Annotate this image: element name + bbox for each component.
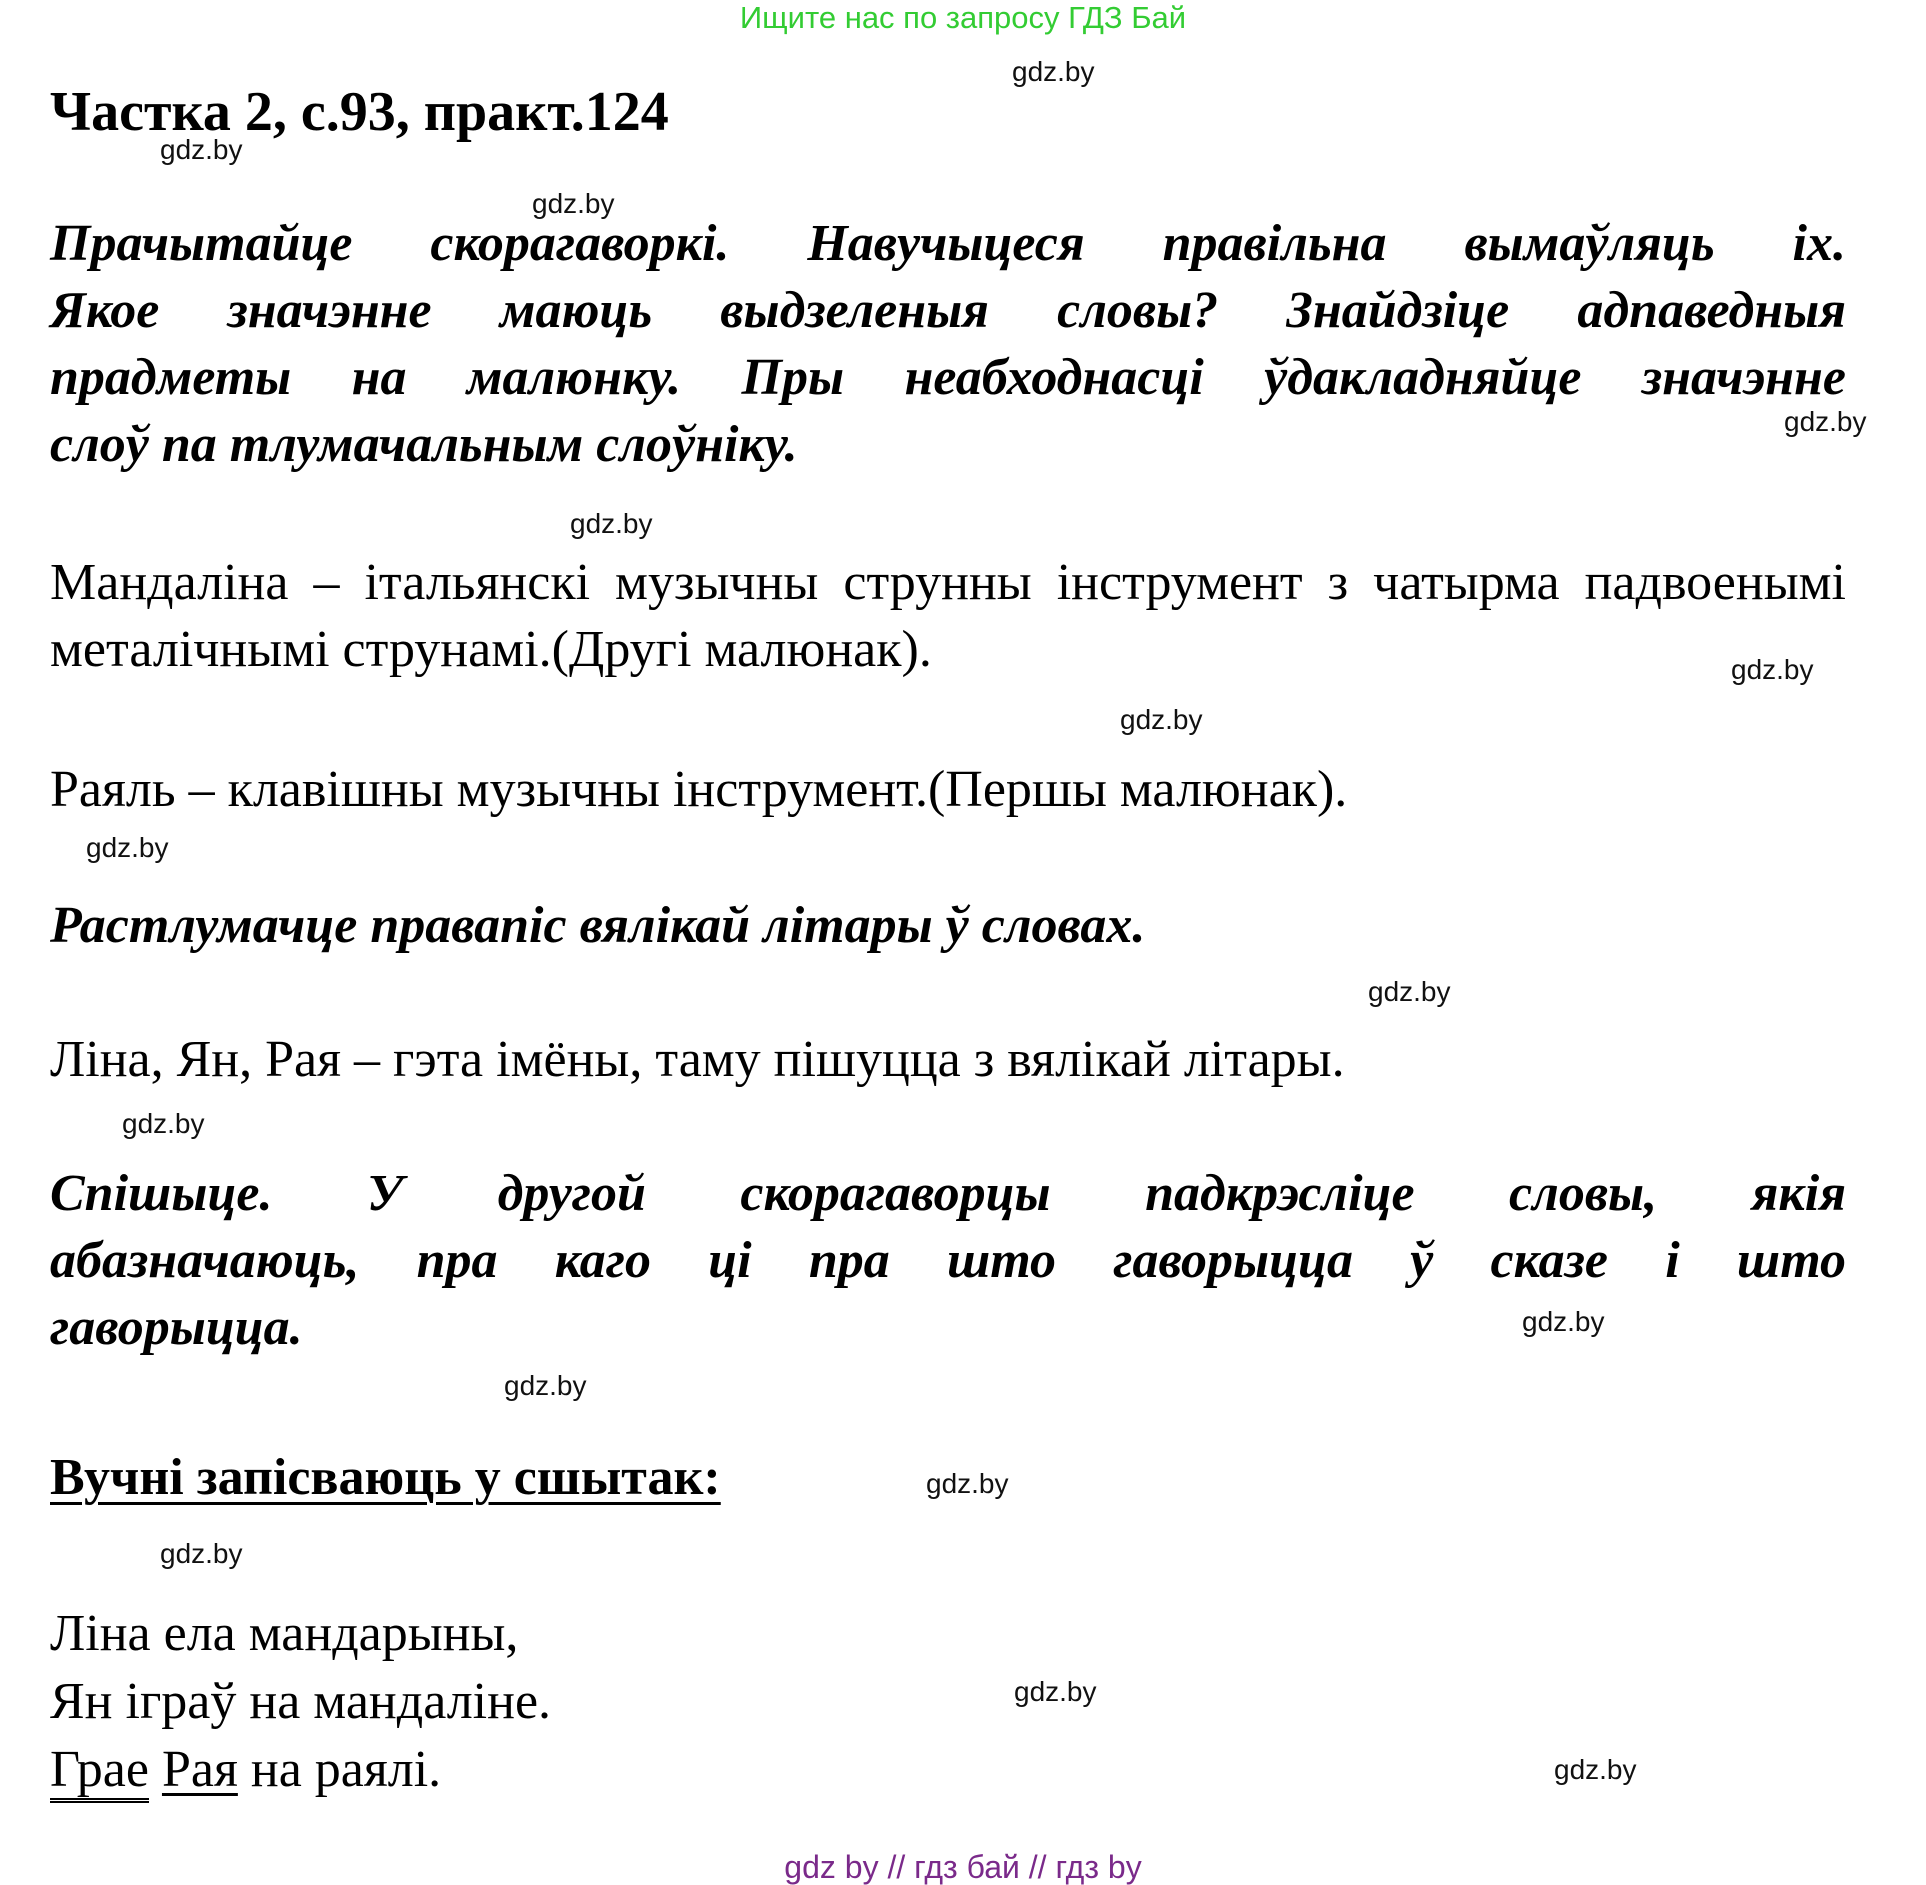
- answer-mandolin: [50, 549, 1846, 683]
- watermark: gdz.by: [1012, 56, 1095, 87]
- poem-line-3-rest: на раялі.: [237, 1741, 442, 1798]
- footer-links[interactable]: gdz by // гдз бай // гдз by: [784, 1849, 1142, 1885]
- task-3-line-3: гаворыцца.: [50, 1299, 303, 1356]
- tongue-twister: [50, 1600, 551, 1804]
- notebook-heading: Вучні запісваюць у сшытак:: [50, 1449, 721, 1506]
- watermark: gdz.by: [570, 508, 653, 539]
- task-2-instructions: [50, 892, 1846, 959]
- task-3-line-2: абазначаюць, пра каго ці пра што гаворыцца ў сказе і што: [50, 1232, 1846, 1289]
- watermark: gdz.by: [532, 188, 615, 219]
- subject-word: Рая: [161, 1741, 238, 1798]
- watermark: gdz.by: [1784, 406, 1867, 437]
- watermark: gdz.by: [504, 1370, 587, 1401]
- poem-line-3: [50, 1736, 551, 1804]
- poem-line-1: Ліна ела мандарыны,: [50, 1605, 519, 1662]
- watermark: gdz.by: [1120, 704, 1203, 735]
- task-1-line-1: Прачытайце скорагаворкі. Навучыцеся правільна вымаўляць іх.: [50, 215, 1846, 272]
- answer-capital-letters-text: Ліна, Ян, Рая – гэта імёны, таму пішуцца з вялікай літары.: [50, 1031, 1345, 1088]
- task-1-line-2: Якое значэнне маюць выдзеленыя словы? Знайдзіце адпаведныя: [50, 282, 1846, 339]
- page-title: Частка 2, с.93, практ.124: [50, 81, 669, 143]
- watermark: gdz.by: [122, 1108, 205, 1139]
- watermark: gdz.by: [1731, 654, 1814, 685]
- answer-capital-letters: [50, 1026, 1846, 1093]
- watermark: gdz.by: [1014, 1676, 1097, 1707]
- watermark: gdz.by: [160, 1538, 243, 1569]
- answer-piano-text: Раяль – клавішны музычны інструмент.(Першы малюнак).: [50, 761, 1348, 818]
- watermark: gdz.by: [1368, 976, 1451, 1007]
- task-1-instructions: [50, 210, 1846, 478]
- watermark: gdz.by: [1554, 1754, 1637, 1785]
- task-1-line-3: прадметы на малюнку. Пры неабходнасці ўдакладняйце значэнне: [50, 349, 1846, 406]
- task-1-line-4: слоў па тлумачальным слоўніку.: [50, 416, 798, 473]
- watermark: gdz.by: [160, 134, 243, 165]
- watermark: gdz.by: [86, 832, 169, 863]
- search-banner[interactable]: Ищите нас по запросу ГДЗ Бай: [739, 0, 1187, 35]
- predicate-word: Грае: [50, 1741, 149, 1803]
- poem-line-2: Ян іграў на мандаліне.: [50, 1673, 552, 1730]
- task-2-line: Растлумачце правапіс вялікай літары ў словах.: [50, 897, 1146, 954]
- answer-piano: [50, 756, 1846, 823]
- answer-mandolin-text: Мандаліна – італьянскі музычны струнны інструмент з чатырма падвоенымі металічнымі струнамі.(Другі малюнак).: [50, 554, 1846, 678]
- task-3-line-1: Спішыце. У другой скорагаворцы падкрэсліце словы, якія: [50, 1165, 1846, 1222]
- watermark: gdz.by: [1522, 1306, 1605, 1337]
- watermark: gdz.by: [926, 1468, 1009, 1499]
